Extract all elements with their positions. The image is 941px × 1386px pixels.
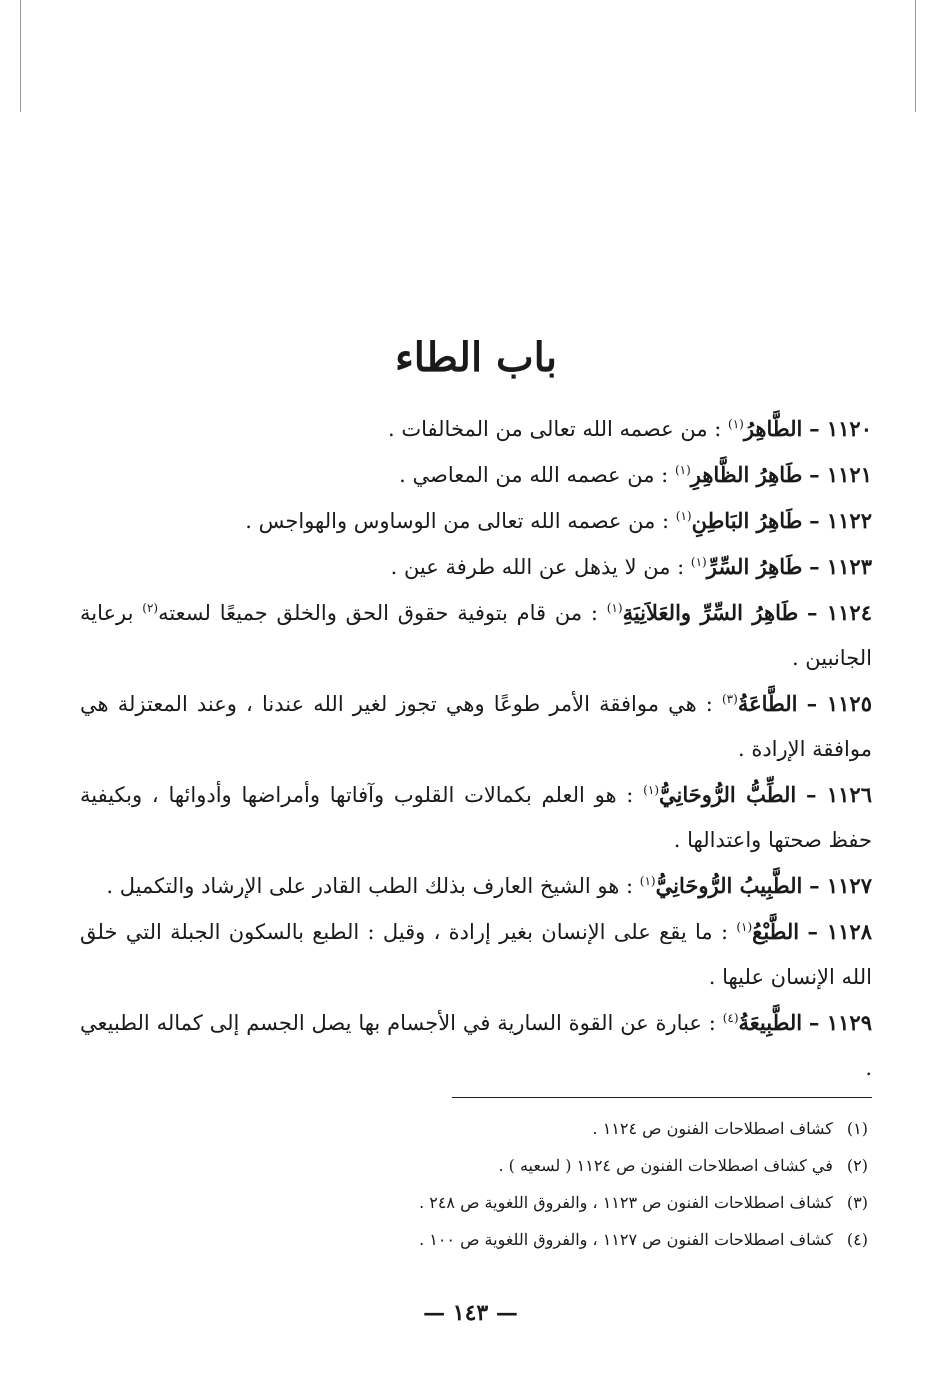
entry-1120 [80, 406, 872, 452]
entry-number: ١١٢٥ – [806, 691, 872, 716]
entry-definition: : هو العلم بكمالات القلوب وآفاتها وأمراضها وأدوائها ، وبكيفية حفظ صحتها واعتدالها . [80, 783, 872, 852]
footnote-text: كشاف اصطلاحات الفنون ص ١١٢٧ ، والفروق اللغوية ص ١٠٠ . [419, 1230, 833, 1249]
page-body [80, 330, 872, 1258]
entry-definition: : ما يقع على الإنسان بغير إرادة ، وقيل : الطبع بالسكون الجبلة التي خلق الله الإنسان عليها . [80, 920, 872, 989]
entry-definition: : من عصمه الله من المعاصي . [399, 463, 669, 487]
entry-number: ١١٢٣ – [809, 554, 872, 579]
entry-definition: : هو الشيخ العارف بذلك الطب القادر على الإرشاد والتكميل . [106, 874, 634, 898]
footnote-mark: (١) [846, 1119, 868, 1138]
entry-definition: : عبارة عن القوة السارية في الأجسام بها يصل الجسم إلى كماله الطبيعي . [80, 1011, 872, 1080]
footnote-ref: (١) [690, 555, 707, 569]
entry-number: ١١٢٩ – [808, 1010, 872, 1035]
page-number: — ١٤٣ — [423, 1300, 518, 1326]
entry-term: الطَّبِيبُ الرُّوحَانِيُّ [655, 873, 803, 898]
footnote-ref: (١) [736, 920, 753, 934]
entry-term: الطِّبُّ الرُّوحَانِيُّ [659, 782, 797, 807]
entry-term: الطَّاعَةُ [737, 691, 798, 716]
footnote-mark: (٣) [846, 1193, 868, 1212]
entry-1129 [80, 1000, 872, 1091]
footnote-1 [80, 1110, 872, 1147]
footnote-ref: (١) [606, 601, 623, 615]
crop-mark-left [20, 0, 21, 112]
entry-term: طَاهِرُ الظَّاهِرِ [690, 462, 803, 487]
entry-number: ١١٢١ – [809, 462, 872, 487]
entry-definition: : من عصمه الله تعالى من المخالفات . [388, 417, 722, 441]
entry-1123 [80, 544, 872, 590]
entry-1122 [80, 498, 872, 544]
footnote-ref: (١) [643, 783, 659, 797]
entry-term: طَاهِرُ البَاطِنِ [691, 508, 803, 533]
footnote-ref: (٢) [142, 601, 159, 615]
footnote-ref: (٤) [722, 1011, 739, 1025]
footnote-4 [80, 1221, 872, 1258]
entry-1127 [80, 863, 872, 909]
entry-definition: : هي موافقة الأمر طوعًا وهي تجوز لغير الله عندنا ، وعند المعتزلة هي موافقة الإرادة . [80, 692, 872, 761]
entry-number: ١١٢٢ – [809, 508, 872, 533]
chapter-title: باب الطاء [394, 334, 557, 381]
entry-term: طَاهِرُ السِّرِّ [706, 554, 803, 579]
entry-number: ١١٢٤ – [806, 600, 872, 625]
entry-1125 [80, 681, 872, 772]
entry-1124 [80, 590, 872, 681]
footnote-ref: (٣) [721, 692, 738, 706]
footnote-mark: (٤) [846, 1230, 868, 1249]
footnote-mark: (٢) [846, 1156, 868, 1175]
footnote-text: كشاف اصطلاحات الفنون ص ١١٢٤ . [592, 1119, 833, 1138]
entry-definition-continued: برعاية الجانبين . [80, 601, 872, 670]
entry-1128 [80, 909, 872, 1000]
footnote-text: في كشاف اصطلاحات الفنون ص ١١٢٤ ( لسعيه ) . [498, 1156, 833, 1175]
entry-definition: : من عصمه الله تعالى من الوساوس والهواجس . [245, 509, 670, 533]
footnote-divider [452, 1097, 872, 1098]
footnote-ref: (١) [675, 509, 692, 523]
entry-number: ١١٢٨ – [807, 919, 872, 944]
footnote-ref: (١) [728, 417, 744, 431]
footnote-ref: (١) [639, 874, 656, 888]
entry-number: ١١٢٧ – [809, 873, 872, 898]
entry-1121 [80, 452, 872, 498]
entry-term: الطَّبْعُ [752, 919, 800, 944]
footnote-text: كشاف اصطلاحات الفنون ص ١١٢٣ ، والفروق اللغوية ص ٢٤٨ . [419, 1193, 833, 1212]
entry-definition: : من لا يذهل عن الله طرفة عين . [390, 555, 685, 579]
entry-term: الطَّبِيعَةُ [738, 1010, 803, 1035]
entry-term: الطَّاهِرُ [743, 416, 803, 441]
crop-mark-right [915, 0, 916, 112]
footnote-ref: (١) [674, 463, 691, 477]
entry-term: طَاهِرُ السِّرِّ والعَلاَنِيَةِ [622, 600, 799, 625]
entry-number: ١١٢٦ – [805, 782, 872, 807]
entry-number: ١١٢٠ – [809, 416, 872, 441]
footnote-2 [80, 1147, 872, 1184]
entry-1126 [80, 772, 872, 863]
footnote-3 [80, 1184, 872, 1221]
entry-definition: : من قام بتوفية حقوق الحق والخلق جميعًا لسعته [158, 601, 598, 625]
